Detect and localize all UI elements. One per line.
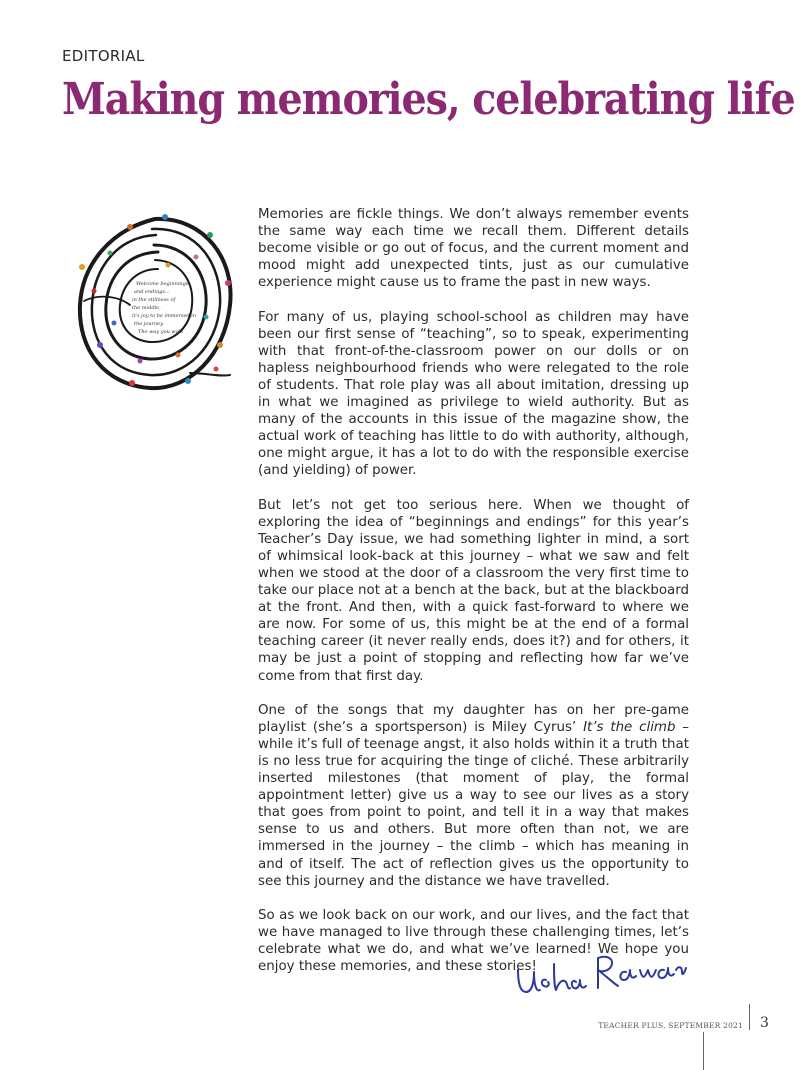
svg-text:Welcome beginnings: Welcome beginnings <box>136 281 189 287</box>
paragraph-4 <box>258 702 689 890</box>
footer-publication: TEACHER PLUS, SEPTEMBER 2021 <box>598 1021 743 1030</box>
spiral-journey-illustration <box>70 205 240 400</box>
svg-text:The way you walk: The way you walk <box>138 329 184 335</box>
paragraph-5: So as we look back on our work, and our lives, and the fact that we have managed to live through these challenging times, let’s celebrate what we do, and what we’ve learned! We hope you enjoy these memories, and these stories! <box>258 907 689 975</box>
section-label: EDITORIAL <box>62 47 145 65</box>
footer-rule <box>703 1032 704 1070</box>
paragraph-1: Memories are fickle things. We don’t always remember events the same way each time we recall them. Different details become visible or go out of focus, and the current moment and mood might add unexpected tints, just as our cumulative experience might cause us to frame the past in new ways. <box>258 207 689 291</box>
editorial-body <box>258 206 689 992</box>
illustration-inscription <box>132 281 196 335</box>
svg-text:the middle,: the middle, <box>132 305 161 311</box>
editor-signature <box>512 944 690 999</box>
svg-text:and endings...: and endings... <box>134 289 170 295</box>
svg-text:the journey.: the journey. <box>134 321 164 327</box>
headline: Making memories, celebrating life <box>62 74 795 125</box>
svg-text:it's joy to be immersed in: it's joy to be immersed in <box>132 313 197 319</box>
paragraph-3: But let’s not get too serious here. When we thought of exploring the idea of “beginnings and endings” for this year’s Teacher’s Day issue, we had something lighter in mind, a sort of whimsical look-back at this journey – what we saw and felt when we stood at the door of a classroom the very first time to take our place not at a bench at the back, but at the blackboard at the front. And then, with a quick fast-forward to where we are now. For some of us, this might be at the end of a formal teaching career (it never really ends, does it?) and for others, it may be just a point of stopping and reflecting how far we’ve come from that first day. <box>258 497 689 684</box>
svg-text:in the stillness of: in the stillness of <box>132 297 176 303</box>
footer-divider <box>749 1004 750 1030</box>
song-title: It’s the climb <box>583 719 676 735</box>
paragraph-4-start: One of the songs that my daughter has on her pre-game playlist (she’s a sportsperson) is Miley Cyrus’ <box>258 702 689 735</box>
paragraph-4-end: – while it’s full of teenage angst, it also holds within it a truth that is no less true for acquiring the tinge of cliché. These arbitrarily inserted milestones (that moment of play, the formal appointment letter) give us a way to see our lives as a story that goes from point to point, and tell it in a way that makes sense to us and others. But more often than not, we are immersed in the journey – the climb – which has meaning in and of itself. The act of reflection gives us the opportunity to see this journey and the distance we have travelled. <box>258 719 690 889</box>
paragraph-2: For many of us, playing school-school as children may have been our first sense of “teaching”, so to speak, experimenting with that front-of-the-classroom power on our dolls or on hapless neighbourhood friends who were relegated to the role of students. That role play was all about imitation, dressing up in what we imagined as privilege to wield authority. But as many of the accounts in this issue of the magazine show, the actual work of teaching has little to do with authority, although, one might argue, it has a lot to do with the responsible exercise (and yielding) of power. <box>258 309 689 479</box>
page-number: 3 <box>760 1015 769 1031</box>
